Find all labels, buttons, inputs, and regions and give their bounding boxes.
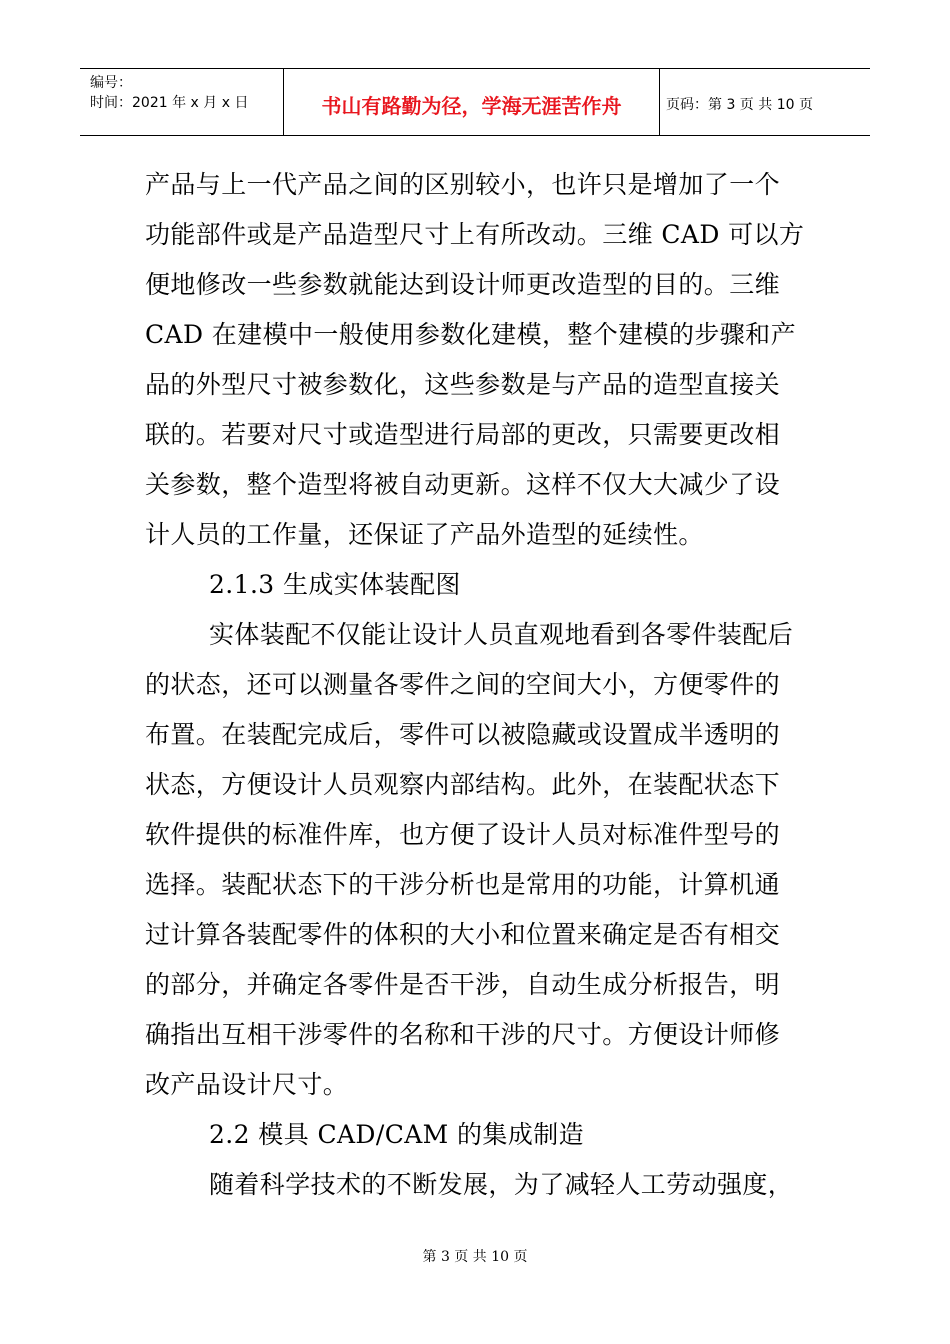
time-label: 时间：2021 年 x 月 x 日 — [90, 95, 249, 111]
section-heading: 2.2 模具 CAD/CAM 的集成制造 — [209, 1120, 585, 1149]
text-line: 选择。装配状态下的干涉分析也是常用的功能，计算机通 — [145, 870, 781, 899]
text-line: 的部分，并确定各零件是否干涉，自动生成分析报告，明 — [145, 970, 781, 999]
text-line: 状态，方便设计人员观察内部结构。此外，在装配状态下 — [145, 770, 781, 799]
text-line: 改产品设计尺寸。 — [145, 1070, 349, 1099]
body-text — [145, 160, 810, 1210]
text-line: 计人员的工作量，还保证了产品外造型的延续性。 — [145, 520, 704, 549]
text-line: 布置。在装配完成后，零件可以被隐藏或设置成半透明的 — [145, 720, 781, 749]
text-line: 的状态，还可以测量各零件之间的空间大小，方便零件的 — [145, 670, 781, 699]
header-meta — [80, 69, 284, 135]
text-line: CAD 在建模中一般使用参数化建模，整个建模的步骤和产 — [145, 320, 796, 349]
text-line: 品的外型尺寸被参数化，这些参数是与产品的造型直接关 — [145, 370, 781, 399]
paragraph-start: 实体装配不仅能让设计人员直观地看到各零件装配后 — [209, 620, 794, 649]
section-heading: 2.1.3 生成实体装配图 — [209, 570, 461, 599]
text-line: 关参数，整个造型将被自动更新。这样不仅大大减少了设 — [145, 470, 781, 499]
header-motto: 书山有路勤为径，学海无涯苦作舟 — [284, 69, 660, 135]
text-line: 过计算各装配零件的体积的大小和位置来确定是否有相交 — [145, 920, 781, 949]
text-line: 便地修改一些参数就能达到设计师更改造型的目的。三维 — [145, 270, 781, 299]
text-line: 软件提供的标准件库，也方便了设计人员对标准件型号的 — [145, 820, 781, 849]
text-line: 确指出互相干涉零件的名称和干涉的尺寸。方便设计师修 — [145, 1020, 781, 1049]
text-line: 产品与上一代产品之间的区别较小，也许只是增加了一个 — [145, 170, 781, 199]
page-footer: 第 3 页 共 10 页 — [422, 1249, 528, 1265]
header-page-info: 页码：第 3 页 共 10 页 — [666, 97, 813, 113]
paragraph-start: 随着科学技术的不断发展，为了减轻人工劳动强度， — [209, 1170, 794, 1199]
text-line: 功能部件或是产品造型尺寸上有所改动。三维 CAD 可以方 — [145, 220, 805, 249]
document-header — [80, 68, 870, 136]
text-line: 联的。若要对尺寸或造型进行局部的更改，只需要更改相 — [145, 420, 781, 449]
number-label: 编号： — [90, 75, 132, 91]
